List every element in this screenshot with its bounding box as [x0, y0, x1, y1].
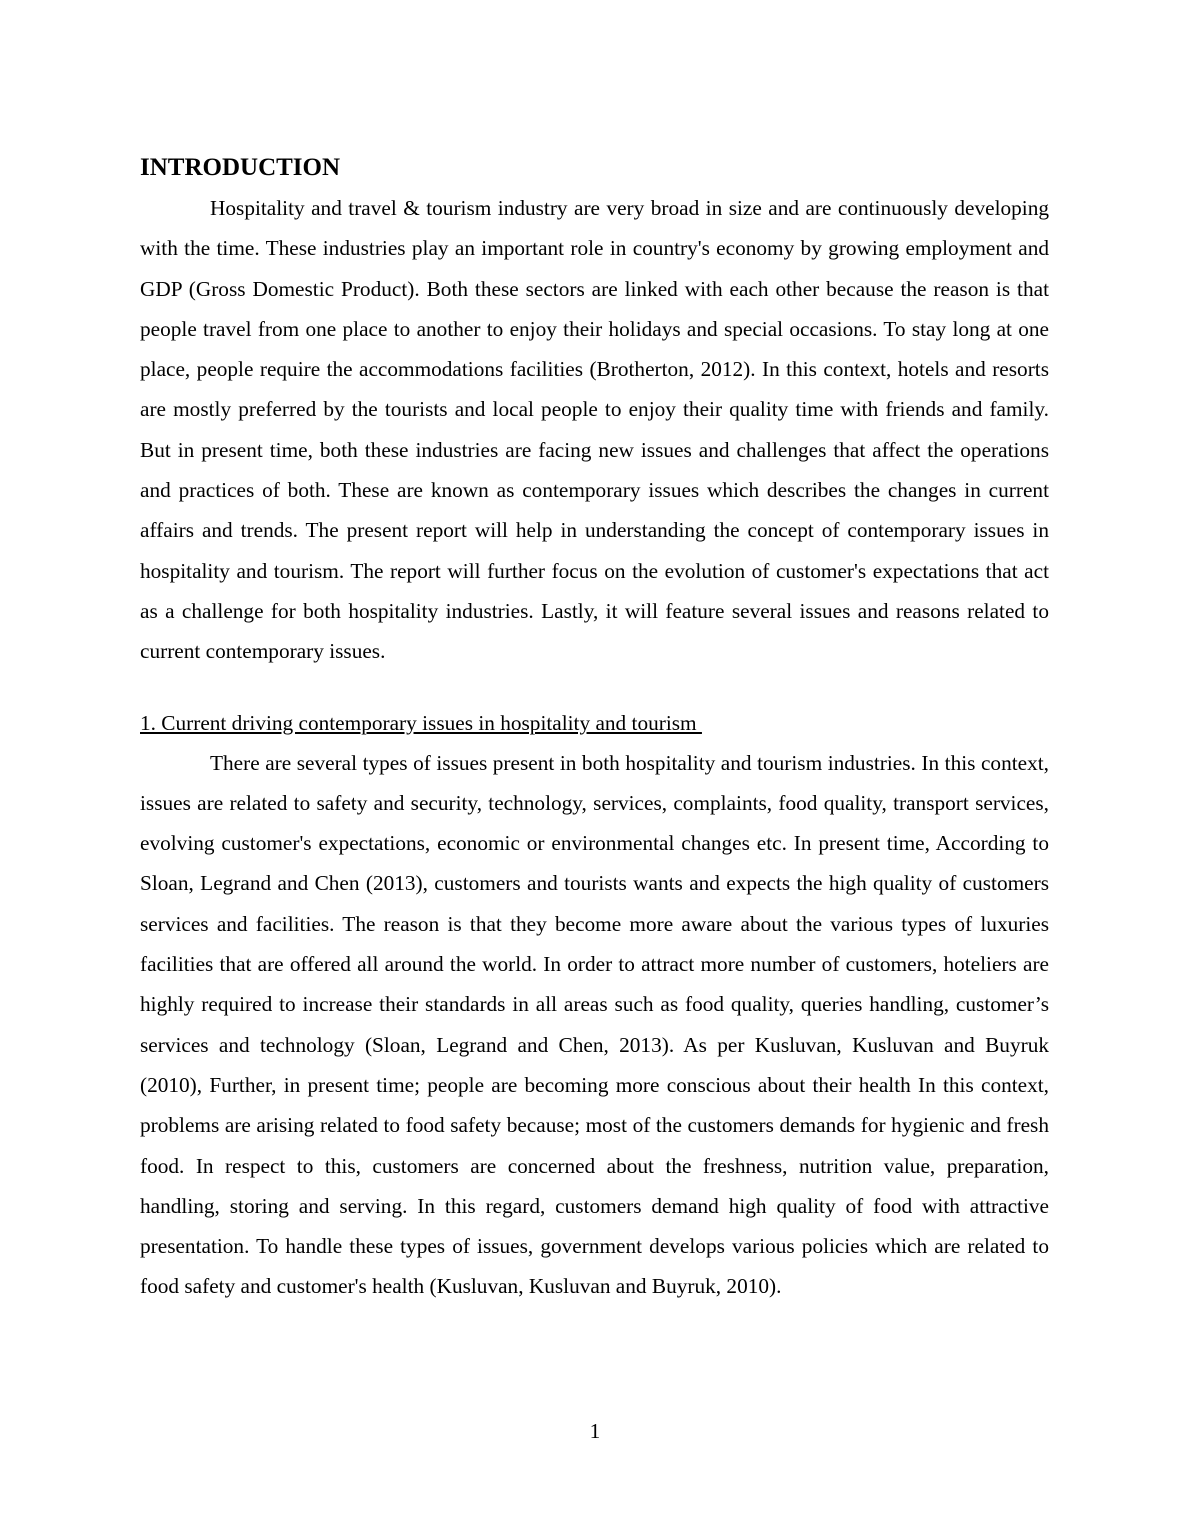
introduction-heading: INTRODUCTION: [140, 154, 341, 181]
page-content: [140, 150, 1049, 1307]
page-number: 1: [589, 1419, 601, 1443]
section-1-heading: 1. Current driving contemporary issues in hospitality and tourism: [140, 710, 702, 735]
introduction-paragraph: Hospitality and travel & tourism industry are very broad in size and are continuously developing with the time. These industries play an important role in country's economy by growing employment and GDP (Gross Domestic Product). Both these sectors are linked with each other because the reason is that people travel from one place to another to enjoy their holidays and special occasions. To stay long at one place, people require the accommodations facilities (Brotherton, 2012). In this context, hotels and resorts are mostly preferred by the tourists and local people to enjoy their quality time with friends and family. But in present time, both these industries are facing new issues and challenges that affect the operations and practices of both. These are known as contemporary issues which describes the changes in current affairs and trends. The present report will help in understanding the concept of contemporary issues in hospitality and tourism. The report will further focus on the evolution of customer's expectations that act as a challenge for both hospitality industries. Lastly, it will feature several issues and reasons related to current contemporary issues.: [140, 196, 1049, 664]
section-1-paragraph: There are several types of issues present in both hospitality and tourism industries. In this context, issues are related to safety and security, technology, services, complaints, food quality, transport services, evolving customer's expectations, economic or environmental changes etc. In present time, According to Sloan, Legrand and Chen (2013), customers and tourists wants and expects the high quality of customers services and facilities. The reason is that they become more aware about the various types of luxuries facilities that are offered all around the world. In order to attract more number of customers, hoteliers are highly required to increase their standards in all areas such as food quality, queries handling, customer’s services and technology (Sloan, Legrand and Chen, 2013). As per Kusluvan, Kusluvan and Buyruk (2010), Further, in present time; people are becoming more conscious about their health In this context, problems are arising related to food safety because; most of the customers demands for hygienic and fresh food. In respect to this, customers are concerned about the freshness, nutrition value, preparation, handling, storing and serving. In this regard, customers demand high quality of food with attractive presentation. To handle these types of issues, government develops various policies which are related to food safety and customer's health (Kusluvan, Kusluvan and Buyruk, 2010).: [140, 750, 1049, 1299]
